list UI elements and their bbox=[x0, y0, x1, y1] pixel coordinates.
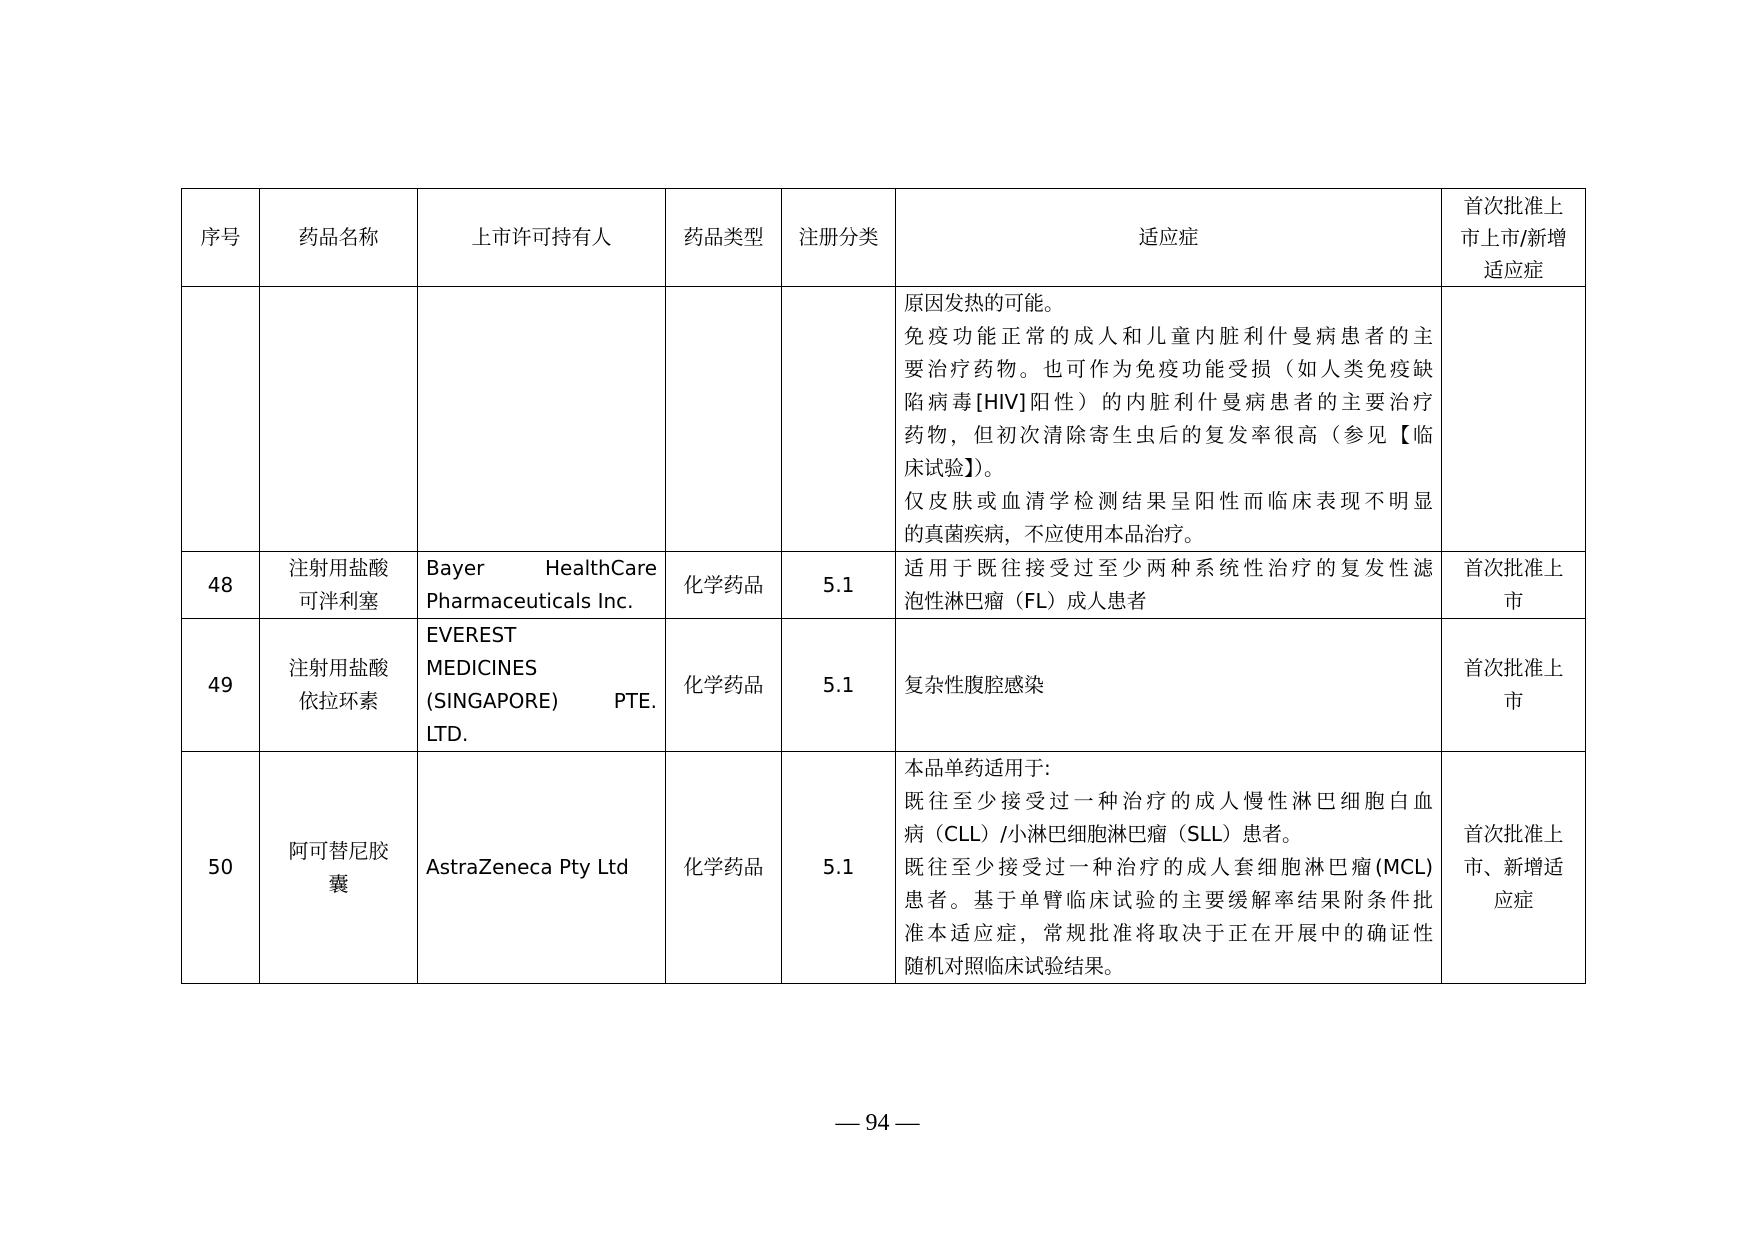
status-line: 市、新增适 bbox=[1463, 855, 1564, 879]
status-line: 首次批准上 bbox=[1463, 822, 1564, 846]
table-row bbox=[182, 619, 1586, 752]
indication-line: 复杂性腹腔感染 bbox=[904, 672, 1044, 697]
cell-type: 化学药品 bbox=[666, 752, 782, 984]
header-drug-type: 药品类型 bbox=[666, 189, 782, 287]
holder-line: AstraZeneca Pty Ltd bbox=[426, 855, 629, 879]
cell-name bbox=[260, 619, 418, 752]
indication-line: 本品单药适用于: bbox=[904, 756, 1051, 780]
cell-indication bbox=[896, 287, 1442, 552]
cell-status bbox=[1442, 287, 1586, 552]
status-line: 应症 bbox=[1493, 888, 1534, 912]
cell-no: 49 bbox=[182, 619, 260, 752]
holder-line: MEDICINES bbox=[426, 656, 538, 680]
indication-line: 药物，但初次清除寄生虫后的复发率很高（参见【临 bbox=[904, 423, 1433, 447]
indication-line: 既往至少接受过一种治疗的成人套细胞淋巴瘤(MCL) bbox=[904, 855, 1433, 879]
cell-indication bbox=[896, 752, 1442, 984]
name-line: 注射用盐酸 bbox=[288, 656, 389, 680]
cell-category: 5.1 bbox=[782, 619, 896, 752]
cell-indication bbox=[896, 552, 1442, 619]
drug-approval-table bbox=[181, 188, 1586, 984]
cell-holder bbox=[418, 619, 666, 752]
indication-line: 床试验】）。 bbox=[904, 456, 1004, 480]
header-drug-name: 药品名称 bbox=[260, 189, 418, 287]
indication-line: 陷病毒[HIV]阳性）的内脏利什曼病患者的主要治疗 bbox=[904, 390, 1433, 414]
status-line: 市 bbox=[1503, 589, 1524, 613]
indication-line: 适用于既往接受过至少两种系统性治疗的复发性滤 bbox=[904, 556, 1433, 580]
status-line: 首次批准上 bbox=[1463, 656, 1564, 680]
indication-line: 免疫功能正常的成人和儿童内脏利什曼病患者的主 bbox=[904, 324, 1433, 348]
holder-line: LTD. bbox=[426, 722, 469, 746]
indication-line: 原因发热的可能。 bbox=[904, 291, 1064, 315]
cell-holder bbox=[418, 552, 666, 619]
cell-no: 50 bbox=[182, 752, 260, 984]
indication-line: 要治疗药物。也可作为免疫功能受损（如人类免疫缺 bbox=[904, 357, 1433, 381]
holder-line: EVEREST bbox=[426, 623, 517, 647]
name-line: 注射用盐酸 bbox=[288, 556, 389, 580]
cell-category: 5.1 bbox=[782, 752, 896, 984]
status-line: 首次批准上 bbox=[1463, 556, 1564, 580]
indication-line: 仅皮肤或血清学检测结果呈阳性而临床表现不明显 bbox=[904, 489, 1433, 513]
indication-line: 的真菌疾病，不应使用本品治疗。 bbox=[904, 522, 1204, 546]
cell-name bbox=[260, 287, 418, 552]
holder-line: Pharmaceuticals Inc. bbox=[426, 589, 634, 613]
cell-holder bbox=[418, 287, 666, 552]
name-line: 可泮利塞 bbox=[298, 589, 379, 613]
cell-no bbox=[182, 287, 260, 552]
status-line: 市 bbox=[1503, 689, 1524, 713]
header-indication: 适应症 bbox=[896, 189, 1442, 287]
cell-type bbox=[666, 287, 782, 552]
cell-name bbox=[260, 552, 418, 619]
indication-line: 患者。基于单臂临床试验的主要缓解率结果附条件批 bbox=[904, 888, 1433, 912]
indication-line: 既往至少接受过一种治疗的成人慢性淋巴细胞白血 bbox=[904, 789, 1433, 813]
cell-status bbox=[1442, 619, 1586, 752]
name-line: 依拉环素 bbox=[298, 689, 379, 713]
table-row bbox=[182, 752, 1586, 984]
header-registration-category: 注册分类 bbox=[782, 189, 896, 287]
cell-category: 5.1 bbox=[782, 552, 896, 619]
cell-indication bbox=[896, 619, 1442, 752]
cell-status bbox=[1442, 552, 1586, 619]
name-line: 阿可替尼胶 bbox=[288, 838, 389, 863]
cell-status bbox=[1442, 752, 1586, 984]
holder-line: Bayer HealthCare bbox=[426, 556, 657, 580]
header-row bbox=[182, 189, 1586, 287]
cell-name bbox=[260, 752, 418, 984]
indication-line: 随机对照临床试验结果。 bbox=[904, 954, 1124, 978]
header-holder: 上市许可持有人 bbox=[418, 189, 666, 287]
name-line: 囊 bbox=[328, 871, 349, 896]
indication-line: 泡性淋巴瘤（FL）成人患者 bbox=[904, 589, 1147, 613]
header-no: 序号 bbox=[182, 189, 260, 287]
header-approval-status-text: 首次批准上市上市/新增适应症 bbox=[1460, 193, 1567, 282]
page-number: — 94 — bbox=[835, 1110, 920, 1136]
cell-type: 化学药品 bbox=[666, 552, 782, 619]
table-row-continuation bbox=[182, 287, 1586, 552]
holder-line: (SINGAPORE) PTE. bbox=[426, 689, 657, 713]
cell-holder bbox=[418, 752, 666, 984]
cell-category bbox=[782, 287, 896, 552]
indication-line: 病（CLL）/小淋巴细胞淋巴瘤（SLL）患者。 bbox=[904, 822, 1302, 846]
indication-line: 准本适应症，常规批准将取决于正在开展中的确证性 bbox=[904, 921, 1433, 945]
cell-type: 化学药品 bbox=[666, 619, 782, 752]
cell-no: 48 bbox=[182, 552, 260, 619]
header-approval-status bbox=[1442, 189, 1586, 287]
table-row bbox=[182, 552, 1586, 619]
